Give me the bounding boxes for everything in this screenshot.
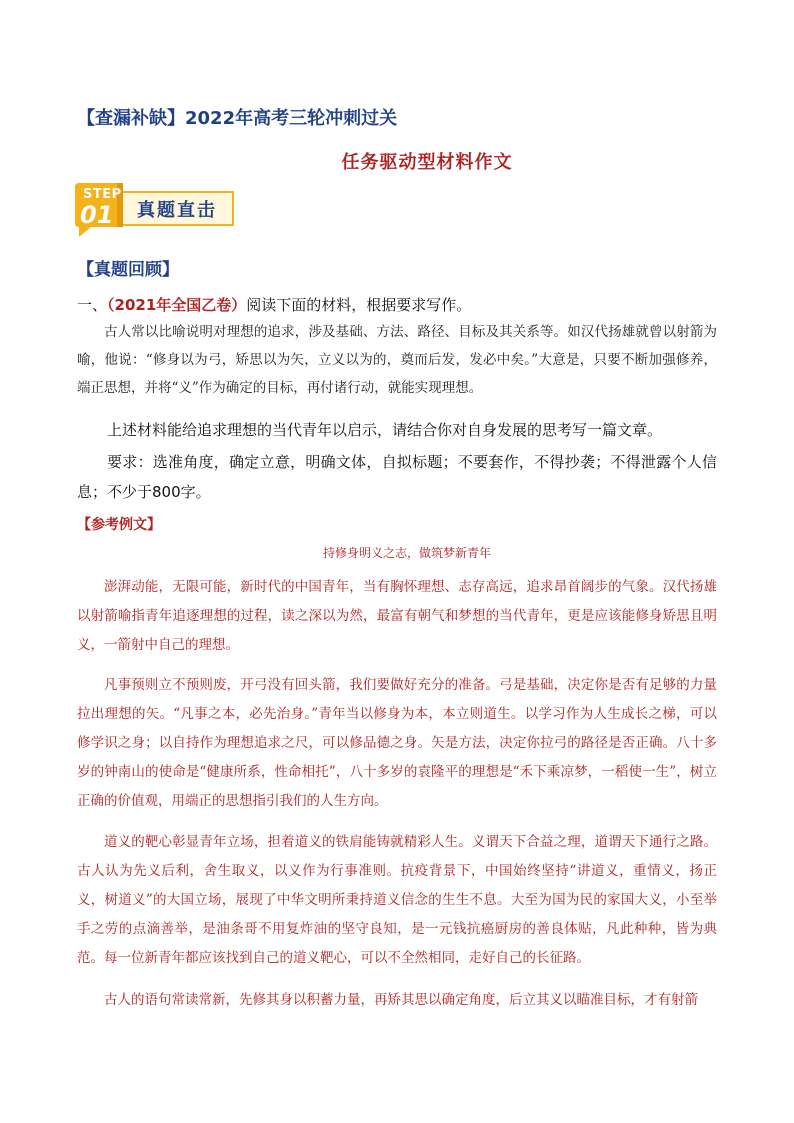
essay-paragraph: 澎湃动能，无限可能，新时代的中国青年，当有胸怀理想、志存高远，追求昂首阔步的气象。汉代扬雄以射箭喻指青年追逐理想的过程，读之深以为然，最富有朝气和梦想的当代青年，更是应该能修身矫思且明义，一箭射中自己的理想。 [77, 579, 717, 653]
essay-paragraph: 凡事预则立不预则废，开弓没有回头箭，我们要做好充分的准备。弓是基础，决定你是否有足够的力量拉出理想的矢。“凡事之本，必先治身。”青年当以修身为本，本立则道生。以学习作为人生成长之梯，可以修学识之身；以自持作为理想追求之尺，可以修品德之身。矢是方法，决定你拉弓的路径是否正确。八十多岁的钟南山的使命是“健康所系，性命相托”，八十多岁的袁隆平的理想是“禾下乘凉梦，一稻使一生”，树立正确的价值观，用端正的思想指引我们的人生方向。 [77, 677, 717, 809]
question-source: （2021年全国乙卷） [107, 296, 247, 314]
step-title: 真题直击 [137, 200, 217, 221]
reference-heading: 【参考例文】 [77, 517, 161, 533]
question-prompt: 上述材料能给追求理想的当代青年以启示，请结合你对自身发展的思考写一篇文章。 [107, 421, 663, 439]
section-heading: 【真题回顾】 [77, 260, 179, 280]
question-instruction: 阅读下面的材料，根据要求写作。 [246, 296, 472, 314]
question-header [77, 294, 471, 315]
essay-paragraph: 道义的靶心彰显青年立场，担着道义的铁肩能铸就精彩人生。义谓天下合益之理，道谓天下通行之路。古人认为先义后利，舍生取义，以义作为行事准则。抗疫背景下，中国始终坚持“讲道义，重情义，扬正义，树道义”的大国立场，展现了中华文明所秉持道义信念的生生不息。大至为国为民的家国大义，小至举手之劳的点滴善举，是油条哥不用复炸油的坚守良知，是一元钱抗癌厨房的善良体贴，凡此种种，皆为典范。每一位新青年都应该找到自己的道义靶心，可以不全然相同，走好自己的长征路。 [77, 834, 717, 966]
question-requirement: 要求：选准角度，确定立意，明确文体，自拟标题；不要套作，不得抄袭；不得泄露个人信息；不少于800字。 [77, 453, 717, 501]
essay-title: 持修身明义之志，做筑梦新青年 [322, 546, 491, 560]
question-number: 一、 [77, 296, 108, 314]
question-material: 古人常以比喻说明对理想的追求，涉及基础、方法、路径、目标及其关系等。如汉代扬雄就曾以射箭为喻，他说：“修身以为弓，矫思以为矢，立义以为的，奠而后发，发必中矣。”大意是，只要不断加强修养，端正思想，并将“义”作为确定的目标，再付诸行动，就能实现理想。 [77, 324, 717, 396]
step-number: 01 [80, 201, 114, 229]
document-title: 任务驱动型材料作文 [341, 152, 513, 173]
series-title: 【查漏补缺】2022年高考三轮冲刺过关 [77, 108, 398, 129]
step-label: STEP [83, 187, 122, 202]
essay-paragraph: 古人的语句常读常新，先修其身以积蓄力量，再矫其思以确定角度，后立其义以瞄准目标，才有射箭 [104, 992, 698, 1008]
step-badge [71, 183, 239, 239]
